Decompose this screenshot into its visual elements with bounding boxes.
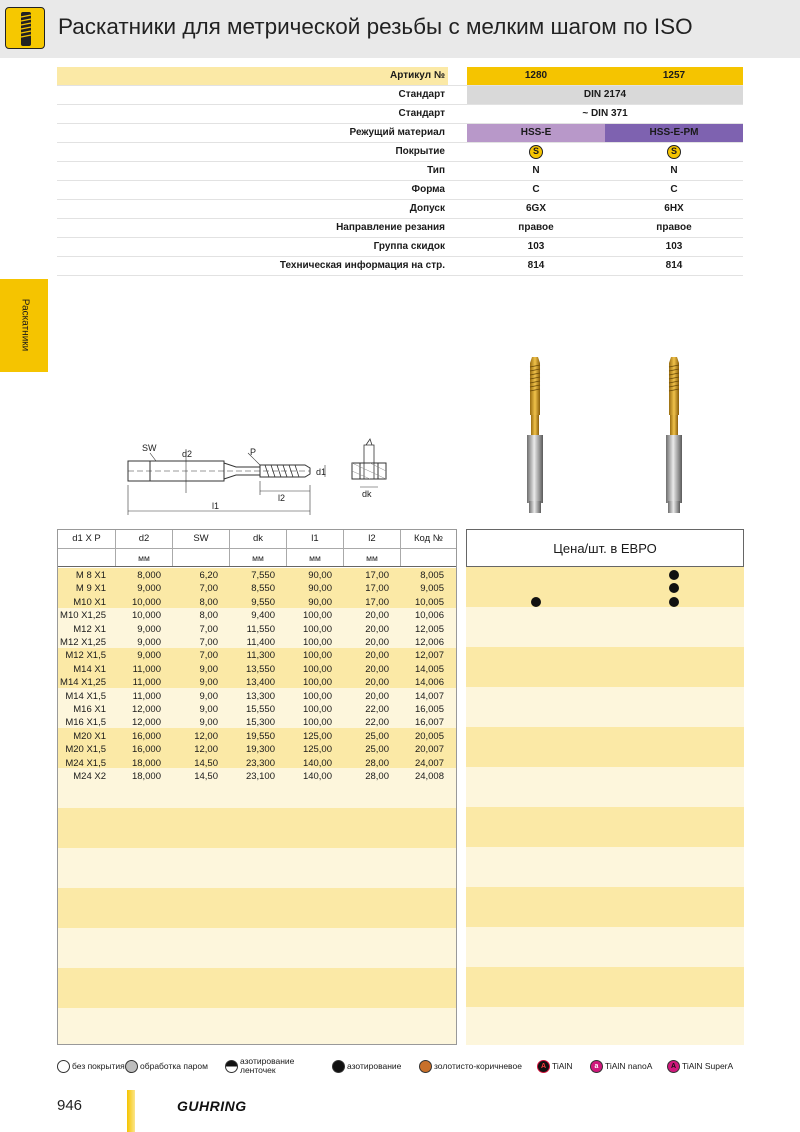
legend-item: азотирование ленточек [225,1055,320,1077]
spec-label: Группа скидок [373,241,445,252]
table-cell: M 8 X1 [75,570,106,581]
spec-label: Форма [411,184,445,195]
table-cell: 16,007 [414,717,444,729]
table-cell: 20,00 [365,677,389,689]
table-row [58,582,456,595]
table-row [58,609,456,622]
dim-label-d1: d1 [316,467,327,477]
table-cell: 140,00 [302,771,332,782]
table-cell: 12,005 [414,623,444,635]
table-cell: M12 X1,5 [65,650,106,662]
table-cell: 140,00 [302,757,332,769]
table-row [58,569,456,582]
spec-row-coating [57,143,743,162]
column-header: d2 [116,530,173,548]
table-cell: 90,00 [308,583,332,595]
availability-dot [669,597,679,607]
legend-item: a TiAlN nanoA [590,1055,652,1077]
tap-dimension-drawing [120,435,390,520]
table-row [58,757,456,770]
spec-value-2: 6HX [664,203,684,214]
table-cell: 20,00 [365,663,389,675]
table-row [58,703,456,716]
table-cell: 14,50 [194,757,218,769]
page-header [0,0,800,58]
table-cell: 11,400 [246,637,275,648]
column-unit [401,549,456,566]
table-cell: M20 X1 [73,730,106,742]
table-row [58,743,456,756]
table-cell: 18,000 [131,771,161,782]
table-cell: 13,300 [245,690,275,702]
spec-value-2: N [670,165,678,176]
table-cell: 20,00 [365,610,389,622]
column-unit [173,549,230,566]
table-cell: 8,000 [137,570,161,581]
table-cell: 7,00 [199,650,218,662]
table-cell: 13,400 [245,677,275,689]
spec-row-type [57,162,743,181]
table-row [58,649,456,662]
legend-item: без покрытия [57,1055,130,1077]
table-cell: 11,000 [132,663,161,675]
table-row [58,690,456,703]
brand-logo: GUHRING [177,1098,247,1114]
table-cell: 17,00 [365,583,389,595]
table-cell: 12,007 [414,650,444,662]
price-panel [466,529,744,1045]
spec-value-1: 103 [527,241,545,252]
table-cell: 10,000 [131,610,161,622]
table-cell: 17,00 [365,596,389,608]
tap-product-image-1257 [654,355,694,515]
gold-brown-icon [419,1060,432,1073]
table-cell: M14 X1 [73,663,106,675]
legend-item: азотирование [332,1055,401,1077]
table-cell: 8,00 [199,610,218,622]
tialn-nanoa-icon: a [590,1060,603,1073]
table-cell: 90,00 [308,596,332,608]
spec-value-1: C [532,184,540,195]
tap-product-image-1280 [515,355,555,515]
table-cell: 12,006 [414,637,444,648]
table-cell: 14,005 [414,663,444,675]
table-cell: 10,005 [414,596,444,608]
spec-row-techinfo [57,257,743,276]
table-cell: M14 X1,5 [65,690,106,702]
spec-table [57,67,743,276]
table-cell: 12,000 [131,704,161,715]
table-cell: 100,00 [302,690,332,702]
table-cell: 17,00 [365,570,389,581]
coating-legend [57,1055,757,1077]
tialn-supera-icon: A [667,1060,680,1073]
spec-row-standard [57,86,743,105]
spec-label: Стандарт [398,89,445,100]
section-tab-label: Раскатники [19,298,31,352]
spec-value-1: 1280 [467,67,605,85]
table-cell: 9,000 [137,650,161,662]
spec-row-article [57,67,743,86]
table-cell: 16,000 [131,730,161,742]
table-cell: 15,300 [245,717,275,729]
table-cell: 9,00 [199,690,218,702]
table-cell: 8,00 [199,596,218,608]
price-header: Цена/шт. в ЕВРО [466,529,744,567]
spec-label: Допуск [409,203,445,214]
table-row [58,770,456,783]
page-title: Раскатники для метрической резьбы с мелким шагом по ISO [58,14,693,39]
spec-label: Стандарт [398,108,445,119]
dim-label-d2: d2 [182,449,193,459]
table-cell: M10 X1,25 [60,610,106,622]
table-cell: 19,550 [245,730,275,742]
availability-dot [669,570,679,580]
table-cell: 9,00 [199,663,218,675]
table-cell: 8,550 [251,583,275,595]
table-cell: 20,00 [365,623,389,635]
table-cell: 15,550 [245,704,275,715]
dim-label-sw: SW [142,443,157,453]
table-cell: M16 X1 [73,704,106,715]
dim-label-dk: dk [362,489,372,499]
table-cell: 9,400 [251,610,275,622]
table-cell: 28,00 [365,757,389,769]
spec-value-1: правое [518,222,554,233]
table-row [58,730,456,743]
table-cell: 24,008 [414,771,444,782]
column-header: l1 [287,530,344,548]
steam-treated-icon [125,1060,138,1073]
dim-label-l1: l1 [212,501,220,511]
table-cell: 13,550 [245,663,275,675]
column-unit: мм [230,549,287,566]
table-cell: 100,00 [302,650,332,662]
table-cell: 100,00 [302,637,332,648]
table-cell: 100,00 [302,623,332,635]
table-cell: 14,50 [194,771,218,782]
table-cell: M24 X2 [73,771,106,782]
table-cell: 100,00 [302,677,332,689]
tap-tool-icon [5,7,45,49]
table-row [58,636,456,649]
table-cell: 8,005 [420,570,444,581]
table-row [58,623,456,636]
table-cell: 28,00 [365,771,389,782]
spec-row-form [57,181,743,200]
table-cell: 9,005 [420,583,444,595]
table-row [58,596,456,609]
dimensions-table [57,529,457,1045]
table-row [58,663,456,676]
table-cell: 20,005 [414,730,444,742]
table-cell: 9,000 [137,583,161,595]
spec-value-2: HSS-E-PM [605,124,743,142]
legend-item: A TiAlN SuperA [667,1055,733,1077]
spec-value-merged: DIN 2174 [467,86,743,104]
spec-value-2: C [670,184,678,195]
spec-value-2: 814 [665,260,683,271]
column-header: SW [173,530,230,548]
spec-row-discount [57,238,743,257]
column-header: dk [230,530,287,548]
table-cell: 22,00 [365,704,389,715]
table-cell: M10 X1 [73,596,106,608]
footer-accent-bar [127,1090,135,1132]
table-cell: 16,005 [414,704,444,715]
nitrided-icon [332,1060,345,1073]
land-nitrided-icon [225,1060,238,1073]
table-cell: 10,006 [414,610,444,622]
table-row [58,676,456,689]
table-cell: 25,00 [365,730,389,742]
spec-value-1: 6GX [525,203,546,214]
table-cell: 20,00 [365,637,389,648]
table-cell: 9,000 [137,637,161,648]
table-cell: M24 X1,5 [65,757,106,769]
table-cell: 7,00 [199,623,218,635]
table-cell: 10,000 [131,596,161,608]
table-cell: 7,550 [251,570,275,581]
table-row [58,716,456,729]
table-cell: 18,000 [131,757,161,769]
spec-label: Покрытие [395,146,445,157]
table-cell: 11,000 [132,677,161,689]
spec-value-2: правое [656,222,692,233]
table-cell: 25,00 [365,744,389,756]
spec-value-1: N [532,165,540,176]
table-cell: 9,00 [199,704,218,715]
column-header: l2 [344,530,401,548]
legend-item: обработка паром [125,1055,208,1077]
column-unit: мм [116,549,173,566]
spec-row-material [57,124,743,143]
table-cell: 12,000 [131,717,161,729]
table-cell: 23,300 [245,757,275,769]
table-header [58,530,456,568]
table-cell: M12 X1 [73,623,106,635]
column-header: d1 X P [58,530,116,548]
table-cell: 20,00 [365,650,389,662]
table-cell: 20,007 [414,744,444,756]
table-cell: 100,00 [302,610,332,622]
table-cell: 24,007 [414,757,444,769]
table-cell: 9,000 [137,623,161,635]
spec-label: Техническая информация на стр. [279,260,445,271]
tialn-icon: A [537,1060,550,1073]
spec-row-tolerance [57,200,743,219]
table-cell: 125,00 [302,730,332,742]
availability-dot [531,597,541,607]
table-cell: 11,550 [246,623,275,635]
table-cell: 7,00 [199,583,218,595]
spec-label: Направление резания [336,222,445,233]
table-cell: 14,006 [414,677,444,689]
column-unit [58,549,116,566]
spec-value-2: 1257 [605,67,743,85]
table-cell: M12 X1,25 [60,637,106,648]
legend-item: A TiAlN [537,1055,572,1077]
table-cell: 125,00 [302,744,332,756]
spec-row-standard [57,105,743,124]
spec-label: Артикул № [57,67,448,85]
column-header: Код № [414,533,443,544]
table-cell: 23,100 [245,771,275,782]
dim-label-l2: l2 [278,493,286,503]
table-cell: M16 X1,5 [65,717,106,729]
table-cell: 20,00 [365,690,389,702]
legend-item: золотисто-коричневое [419,1055,522,1077]
table-cell: 22,00 [365,717,389,729]
spec-value-1: HSS-E [467,124,605,142]
column-unit: мм [344,549,401,566]
table-cell: 9,550 [251,596,275,608]
spec-value-merged: ~ DIN 371 [582,108,628,119]
table-cell: 16,000 [131,744,161,756]
table-cell: M 9 X1 [75,583,106,595]
table-cell: M14 X1,25 [60,677,106,689]
coating-steam-icon: S [667,145,681,159]
page-number: 946 [57,1097,83,1114]
column-unit: мм [287,549,344,566]
table-cell: 100,00 [302,704,332,715]
table-cell: 19,300 [245,744,275,756]
table-cell: 12,00 [194,744,218,756]
table-cell: 100,00 [302,663,332,675]
dim-label-p: P [250,447,257,457]
section-tab[interactable] [0,279,48,372]
table-cell: 12,00 [194,730,218,742]
table-cell: 90,00 [308,570,332,581]
table-cell: 100,00 [302,717,332,729]
coating-steam-icon: S [529,145,543,159]
table-cell: 11,000 [132,690,161,702]
spec-label: Режущий материал [349,127,445,138]
uncoated-icon [57,1060,70,1073]
table-cell: 7,00 [199,637,218,648]
table-cell: 9,00 [199,717,218,729]
table-cell: M20 X1,5 [65,744,106,756]
table-cell: 14,007 [414,690,444,702]
table-cell: 11,300 [246,650,275,662]
table-cell: 9,00 [199,677,218,689]
spec-value-2: 103 [665,241,683,252]
spec-value-1: 814 [527,260,545,271]
table-cell: 6,20 [199,570,218,581]
spec-row-direction [57,219,743,238]
spec-label: Тип [427,165,445,176]
